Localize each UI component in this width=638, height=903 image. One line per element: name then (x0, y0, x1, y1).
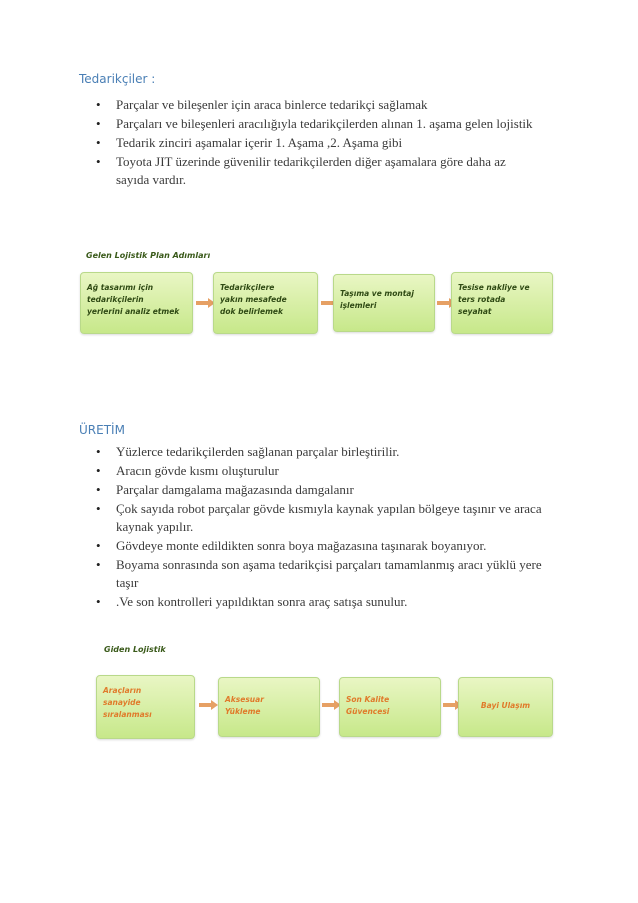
inbound-logistics-title: Gelen Lojistik Plan Adımları (86, 251, 211, 260)
list-item: • Parçalar ve bileşenler için araca binlerce tedarikçi sağlamak (96, 96, 536, 114)
step-text: Tedarikçilere (220, 283, 275, 292)
step-text: tedarikçilerin (87, 295, 144, 304)
flow1-step-1 (80, 272, 193, 334)
step-text: sıralanması (103, 710, 152, 719)
list-item: • Aracın gövde kısmı oluşturulur (96, 462, 546, 480)
flow1-step-4 (451, 272, 553, 334)
list-item: • Yüzlerce tedarikçilerden sağlanan parçalar birleştirilir. (96, 443, 546, 461)
list-item: • Gövdeye monte edildikten sonra boya mağazasına taşınarak boyanıyor. (96, 537, 546, 555)
flow2-step-1 (96, 675, 195, 739)
suppliers-bullet-list (96, 96, 536, 190)
outbound-logistics-title: Giden Lojistik (104, 645, 166, 654)
step-text: Taşıma ve montaj (340, 289, 414, 298)
step-text: dok belirlemek (220, 307, 283, 316)
section-heading-suppliers: Tedarikçiler : (79, 72, 156, 86)
list-item: • Tedarik zinciri aşamalar içerir 1. Aşama ,2. Aşama gibi (96, 134, 536, 152)
list-item: • Parçalar damgalama mağazasında damgalanır (96, 481, 546, 499)
step-text: Yükleme (225, 707, 261, 716)
step-text: Araçların (103, 686, 142, 695)
step-text: Son Kalite (346, 695, 390, 704)
list-item: • .Ve son kontrolleri yapıldıktan sonra araç satışa sunulur. (96, 593, 546, 611)
step-text: Ağ tasarımı için (87, 283, 154, 292)
step-text: Tesise nakliye ve (458, 283, 530, 292)
section-heading-production: ÜRETİM (79, 423, 125, 437)
flow2-step-2 (218, 677, 320, 737)
list-item: • Boyama sonrasında son aşama tedarikçisi parçaları tamamlanmış aracı yüklü yere taşır (96, 556, 546, 592)
step-text: Bayi Ulaşım (480, 701, 531, 710)
list-item: • Parçaları ve bileşenleri aracılığıyla tedarikçilerden alınan 1. aşama gelen lojistik (96, 115, 536, 133)
step-text: Güvencesi (346, 707, 390, 716)
step-text: sanayide (103, 698, 141, 707)
step-text: yakın mesafede (220, 295, 287, 304)
step-text: ters rotada (458, 295, 506, 304)
step-text: Aksesuar (225, 695, 264, 704)
step-text: işlemleri (340, 301, 377, 310)
step-text: seyahat (458, 307, 492, 316)
list-item: • Çok sayıda robot parçalar gövde kısmıyla kaynak yapılan bölgeye taşınır ve araca kaynak yapılır. (96, 500, 546, 536)
flow2-step-3 (339, 677, 441, 737)
list-item: • Toyota JIT üzerinde güvenilir tedarikçilerden diğer aşamalara göre daha az sayıda vardır. (96, 153, 536, 189)
step-text: yerlerini analiz etmek (87, 307, 180, 316)
production-bullet-list (96, 443, 546, 612)
flow1-step-3 (333, 274, 435, 332)
flow1-step-2 (213, 272, 318, 334)
flow2-step-4 (458, 677, 553, 737)
